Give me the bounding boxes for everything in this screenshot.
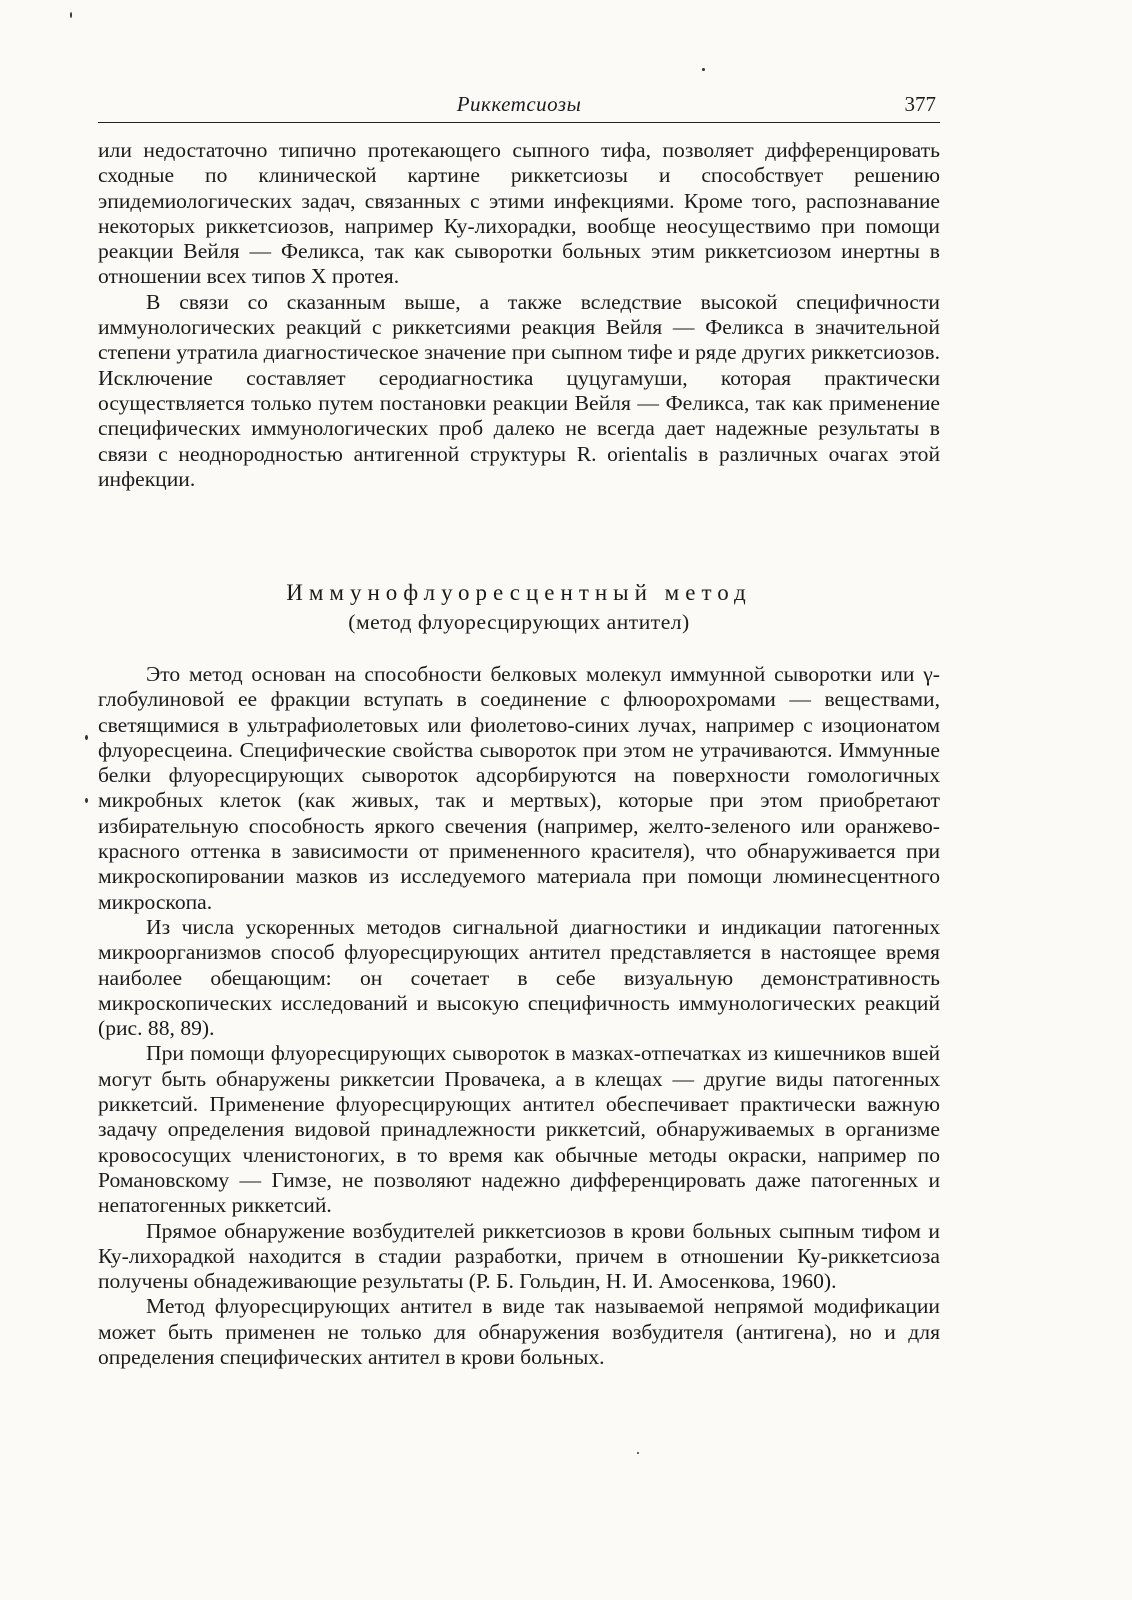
- scan-speck: [70, 12, 72, 18]
- section-title: Иммунофлуоресцентный метод: [286, 580, 752, 605]
- scan-speck: [637, 1452, 639, 1454]
- section-immunofluorescence-text: [98, 662, 940, 1370]
- paragraph: Прямое обнаружение возбудителей риккетсиозов в крови больных сыпным тифом и Ку-лихорадкой находится в стадии разработки, причем в отношении Ку-риккетсиоза получены обнадеживающие результаты (Р. Б. Гольдин, Н. И. Амосенкова, 1960).: [98, 1218, 940, 1294]
- section-subtitle: (метод флуоресцирующих антител): [348, 610, 690, 634]
- paragraph: Метод флуоресцирующих антител в виде так называемой непрямой модификации может быть применен не только для обнаружения возбудителя (антигена), но и для определения специфических антител в крови больных.: [98, 1294, 940, 1370]
- paragraph: Из числа ускоренных методов сигнальной диагностики и индикации патогенных микроорганизмов способ флуоресцирующих антител представляется в настоящее время наиболее обещающим: он сочетает в себе визуальную демонстративность микроскопических исследований и высокую специфичность иммунологических реакций (рис. 88, 89).: [98, 914, 940, 1041]
- paragraph: При помощи флуоресцирующих сывороток в мазках-отпечатках из кишечников вшей могут быть обнаружены риккетсии Провачека, а в клещах — другие виды патогенных риккетсий. Применение флуоресцирующих антител обеспечивает практически важную задачу определения видовой принадлежности риккетсий, обнаруживаемых в организме кровососущих членистоногих, в то время как обычные методы окраски, например по Романовскому — Гимзе, не позволяют надежно дифференцировать даже патогенных и непатогенных риккетсий.: [98, 1041, 940, 1218]
- running-title: Риккетсиозы: [456, 92, 582, 116]
- paragraph: или недостаточно типично протекающего сыпного тифа, позволяет дифференцировать сходные по клинической картине риккетсиозы и способствует решению эпидемиологических задач, связанных с этими инфекциями. Кроме того, распознавание некоторых риккетсиозов, например Ку-лихорадки, вообще неосуществимо при помощи реакции Вейля — Феликса, так как сыворотки больных этим риккетсиозом инертны в отношении всех типов X протея.: [98, 138, 940, 289]
- scan-speck: [85, 798, 88, 803]
- page-number: 377: [904, 92, 936, 116]
- page-header: [98, 92, 940, 123]
- section-weil-felix-text: [98, 138, 940, 492]
- paragraph: В связи со сказанным выше, а также вследствие высокой специфичности иммунологических реакций с риккетсиями реакция Вейля — Феликса в значительной степени утратила диагностическое значение при сыпном тифе и ряде других риккетсиозов. Исключение составляет серодиагностика цуцугамуши, которая практически осуществляется только путем постановки реакции Вейля — Феликса, так как применение специфических иммунологических проб далеко не всегда дает надежные результаты в связи с неоднородностью антигенной структуры R. orientalis в различных очагах этой инфекции.: [98, 289, 940, 491]
- scan-speck: [85, 735, 88, 740]
- scan-speck: [702, 68, 705, 71]
- paragraph: Это метод основан на способности белковых молекул иммунной сыворотки или γ-глобулиновой ее фракции вступать в соединение с флюорохромами — веществами, светящимися в ультрафиолетовых или фиолетово-синих лучах, например с изоционатом флуоресцеина. Специфические свойства сывороток при этом не утрачиваются. Иммунные белки флуоресцирующих сывороток адсорбируются на поверхности гомологичных микробных клеток (как живых, так и мертвых), которые при этом приобретают избирательную способность яркого свечения (например, желто-зеленого или оранжево-красного оттенка в зависимости от примененного красителя), что обнаруживается при микроскопировании мазков из исследуемого материала при помощи люминесцентного микроскопа.: [98, 662, 940, 914]
